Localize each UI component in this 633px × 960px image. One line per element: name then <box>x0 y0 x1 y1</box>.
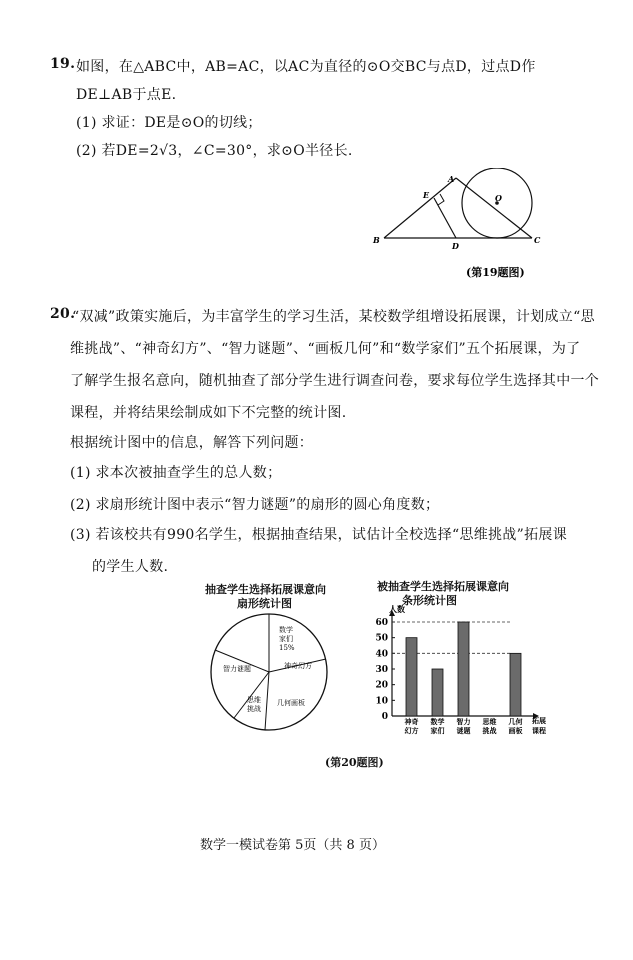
q20-stem-line4: 课程，并将结果绘制成如下不完整的统计图. <box>70 405 347 421</box>
q20-part1: (1) 求本次被抽查学生的总人数； <box>70 465 282 481</box>
pie-label-percent: 15% <box>279 644 295 652</box>
label-c: C <box>534 235 541 245</box>
label-a: A <box>448 174 455 184</box>
bar-mark <box>458 622 469 716</box>
q20-part3-line1: (3) 若该校共有990名学生，根据抽查结果，试估计全校选择“思维挑战”拓展课 <box>70 527 568 543</box>
bar-ytick-label: 20 <box>375 680 388 691</box>
pie-label-tiaozhan: 挑战 <box>247 705 261 713</box>
segment-de <box>434 198 456 238</box>
bar-category-label: 画板 <box>508 726 523 735</box>
label-d: D <box>452 241 459 251</box>
q20-number: 20. <box>50 306 76 322</box>
bar-ytick-label: 30 <box>375 665 388 675</box>
bar-ytick-label: 40 <box>375 649 388 660</box>
q20-stem-line3: 了解学生报名意向，随机抽查了部分学生进行调查问卷，要求每位学生选择其中一个 <box>70 373 600 389</box>
bar-ytick-label: 0 <box>381 712 388 722</box>
pie-chart <box>205 612 335 732</box>
q20-stem-line1: “双减”政策实施后，为丰富学生的学习生活，某校数学组增设拓展课，计划成立“思 <box>72 309 595 325</box>
pie-label-shenqi: 神奇幻方 <box>284 662 312 670</box>
pie-label-siwei: 思维 <box>247 696 261 704</box>
q20-stem-line2: 维挑战”、“神奇幻方”、“智力谜题”、“画板几何”和“数学家们”五个拓展课，为了 <box>70 341 581 357</box>
bar-category-label: 幻方 <box>404 726 419 735</box>
label-b: B <box>373 235 380 245</box>
bar-ytick-label: 50 <box>375 633 388 644</box>
right-angle-mark <box>438 194 444 205</box>
bar-title-line2: 条形统计图 <box>402 594 457 607</box>
bar-category-label: 几何 <box>508 717 523 726</box>
q20-part2: (2) 求扇形统计图中表示“智力谜题”的扇形的圆心角度数； <box>70 497 440 513</box>
pie-label-shuxue: 数学 <box>279 626 293 634</box>
q19-part2: (2) 若DE=2√3，∠C=30°，求⊙O半径长. <box>76 143 353 159</box>
segment-ac <box>456 178 532 238</box>
bar-chart <box>360 600 560 745</box>
pie-label-jiamen: 家们 <box>279 635 293 643</box>
pie-title-line2: 扇形统计图 <box>237 597 292 610</box>
bar-xlabel-line2: 课程 <box>532 726 546 735</box>
q19-geometry-figure <box>368 168 560 283</box>
bar-category-label: 挑战 <box>482 726 497 735</box>
bar-ylabel: 人数 <box>389 604 405 614</box>
bar-category-label: 数学 <box>430 717 445 726</box>
bar-ytick-label: 60 <box>375 618 388 628</box>
bar-mark <box>432 669 443 716</box>
pie-label-jihe: 几何画板 <box>277 699 305 707</box>
q20-caption: (第20题图) <box>325 756 384 769</box>
bar-category-label: 神奇 <box>404 717 419 726</box>
bar-xlabel-line1: 拓展 <box>532 716 546 725</box>
pie-title-line1: 抽查学生选择拓展课意向 <box>205 583 326 596</box>
q20-intro: 根据统计图中的信息，解答下列问题： <box>70 435 314 451</box>
pie-divider-3 <box>265 672 269 730</box>
q19-number: 19. <box>50 56 76 72</box>
bar-title-line1: 被抽查学生选择拓展课意向 <box>377 580 509 593</box>
q19-stem-line1: 如图，在△ABC中，AB=AC，以AC为直径的⊙O交BC与点D，过点D作 <box>76 59 536 75</box>
page-footer: 数学一模试卷第 5页（共 8 页） <box>200 838 385 853</box>
bar-category-label: 家们 <box>430 726 445 735</box>
pie-label-zhili: 智力谜题 <box>223 665 251 673</box>
q19-part1: (1) 求证：DE是⊙O的切线； <box>76 115 262 131</box>
bar-category-label: 智力 <box>456 717 471 726</box>
label-o: O <box>495 193 502 203</box>
segment-ab <box>384 178 456 238</box>
q20-part3-line2: 的学生人数. <box>92 559 169 575</box>
bar-category-label: 思维 <box>482 717 497 726</box>
bar-mark <box>510 653 521 716</box>
bar-ytick-label: 10 <box>375 696 388 707</box>
q19-caption: (第19题图) <box>466 266 525 279</box>
label-e: E <box>423 190 430 200</box>
bar-category-label: 谜题 <box>456 726 471 735</box>
bar-mark <box>406 638 417 716</box>
q19-stem-line2: DE⊥AB于点E. <box>76 87 177 103</box>
